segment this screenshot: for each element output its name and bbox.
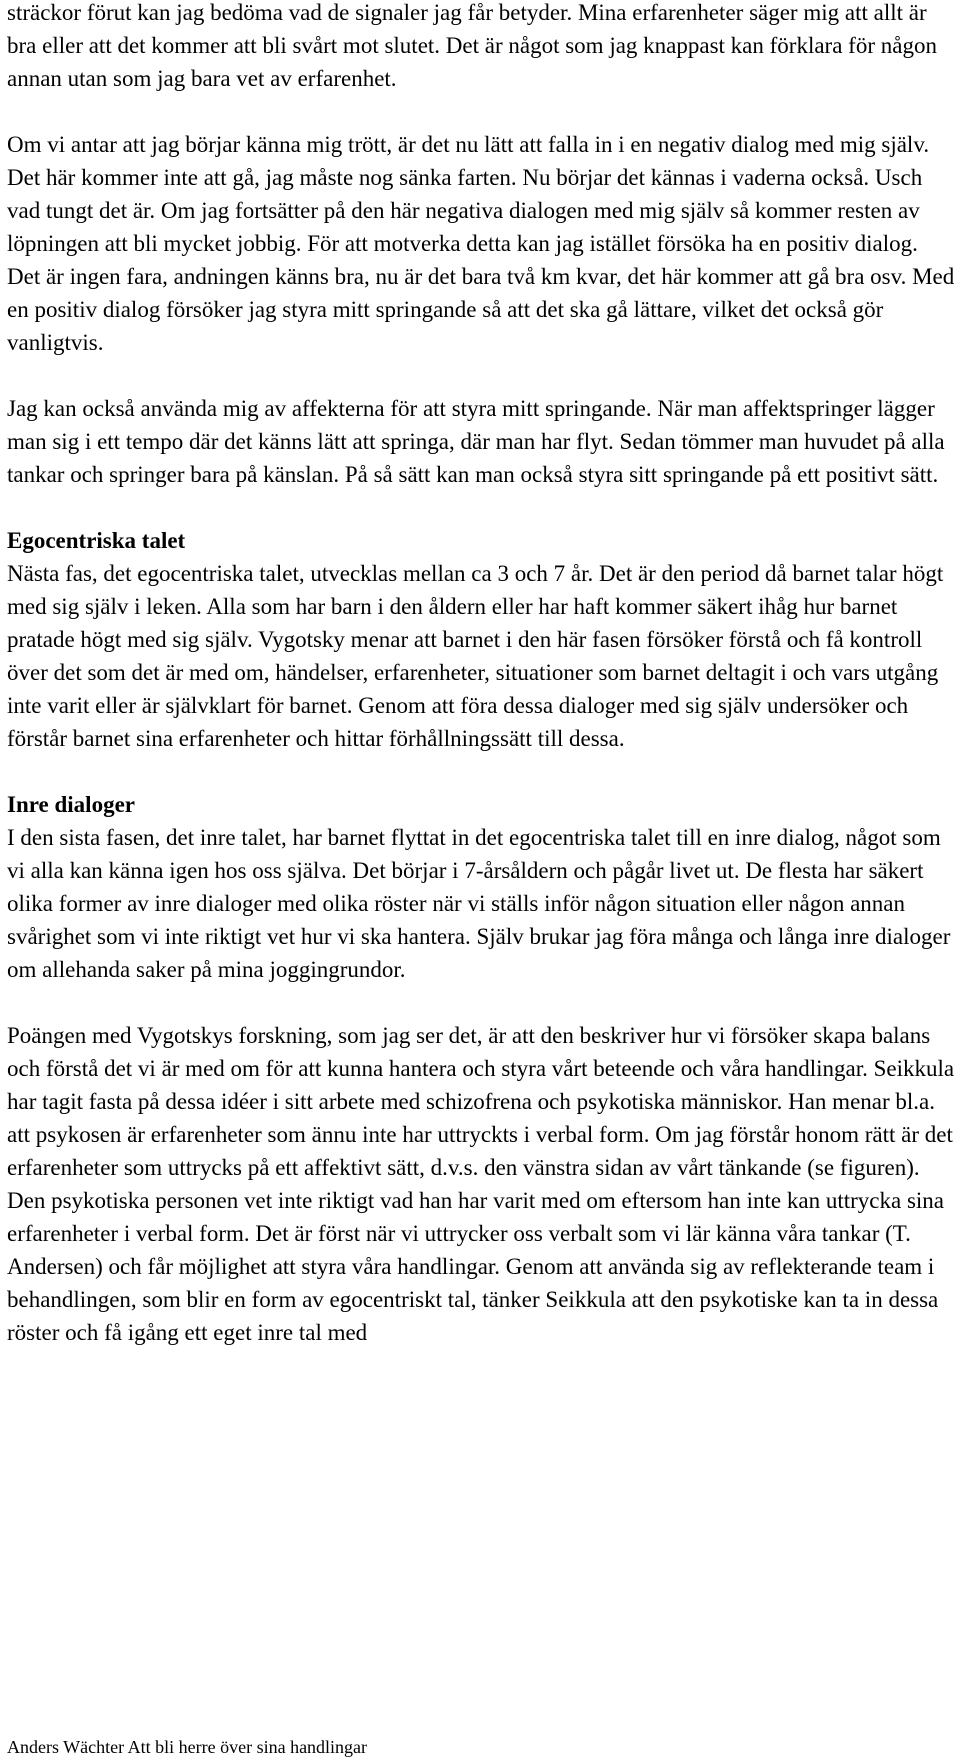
paragraph-inner-dialogues: I den sista fasen, det inre talet, har barnet flyttat in det egocentriska talet till en inre dialog, något som vi alla kan känna igen hos oss själva. Det börjar i 7-årsåldern och pågår livet ut. De flesta har säkert olika former av inre dialoger med olika röster när vi ställs inför någon situation eller någon annan svårighet som vi inte riktigt vet hur vi ska hantera. Själv brukar jag föra många och långa inre dialoger om allehanda saker på mina joggingrundor.: [7, 825, 951, 982]
paragraph-affects: Jag kan också använda mig av affekterna för att styra mitt springande. När man affektspringer lägger man sig i ett tempo där det känns lätt att springa, där man har flyt. Sedan tömmer man huvudet på alla tankar och springer bara på känslan. På så sätt kan man också styra sitt springande på ett positivt sätt.: [7, 396, 945, 487]
page-footer: Anders Wächter Att bli herre över sina handlingar: [7, 1737, 368, 1757]
heading-inner-dialogues: Inre dialoger: [7, 792, 135, 817]
paragraph-vygotsky-seikkula: Poängen med Vygotskys forskning, som jag ser det, är att den beskriver hur vi försöker skapa balans och förstå det vi är med om för att kunna hantera och styra vårt beteende och våra handlingar. Seikkula har tagit fasta på dessa idéer i sitt arbete med schizofrena och psykotiska människor. Han menar bl.a. att psykosen är erfarenheter som ännu inte har uttryckts i verbal form. Om jag förstår honom rätt är det erfarenheter som uttrycks på ett affektivt sätt, d.v.s. den vänstra sidan av vårt tänkande (se figuren). Den psykotiska personen vet inte riktigt vad han har varit med om eftersom han inte kan uttrycka sina erfarenheter i verbal form. Det är först när vi uttrycker oss verbalt som vi lär känna våra tankar (T. Andersen) och får möjlighet att styra våra handlingar. Genom att använda sig av reflekterande team i behandlingen, som blir en form av egocentriskt tal, tänker Seikkula att den psykotiske kan ta in dessa röster och få igång ett eget inre tal med: [7, 1023, 955, 1345]
heading-egocentric-speech: Egocentriska talet: [7, 528, 186, 553]
paragraph-experience: sträckor förut kan jag bedöma vad de signaler jag får betyder. Mina erfarenheter säger mig att allt är bra eller att det kommer att bli svårt mot slutet. Det är något som jag knappast kan förklara för någon annan utan som jag bara vet av erfarenhet.: [7, 0, 937, 91]
paragraph-negative-dialog: Om vi antar att jag börjar känna mig trött, är det nu lätt att falla in i en negativ dialog med mig själv. Det här kommer inte att gå, jag måste nog sänka farten. Nu börjar det kännas i vaderna också. Usch vad tungt det är. Om jag fortsätter på den här negativa dialogen med mig själv så kommer resten av löpningen att bli mycket jobbig. För att motverka detta kan jag istället försöka ha en positiv dialog. Det är ingen fara, andningen känns bra, nu är det bara två km kvar, det här kommer att gå bra osv. Med en positiv dialog försöker jag styra mitt springande så att det ska gå lättare, vilket det också gör vanligtvis.: [7, 132, 955, 355]
paragraph-egocentric-speech: Nästa fas, det egocentriska talet, utvecklas mellan ca 3 och 7 år. Det är den period då barnet talar högt med sig själv i leken. Alla som har barn i den åldern eller har haft kommer säkert ihåg hur barnet pratade högt med sig själv. Vygotsky menar att barnet i den här fasen försöker förstå och få kontroll över det som det är med om, händelser, erfarenheter, situationer som barnet deltagit i och vars utgång inte varit eller är självklart för barnet. Genom att föra dessa dialoger med sig själv undersöker och förstår barnet sina erfarenheter och hittar förhållningssätt till dessa.: [7, 561, 944, 751]
